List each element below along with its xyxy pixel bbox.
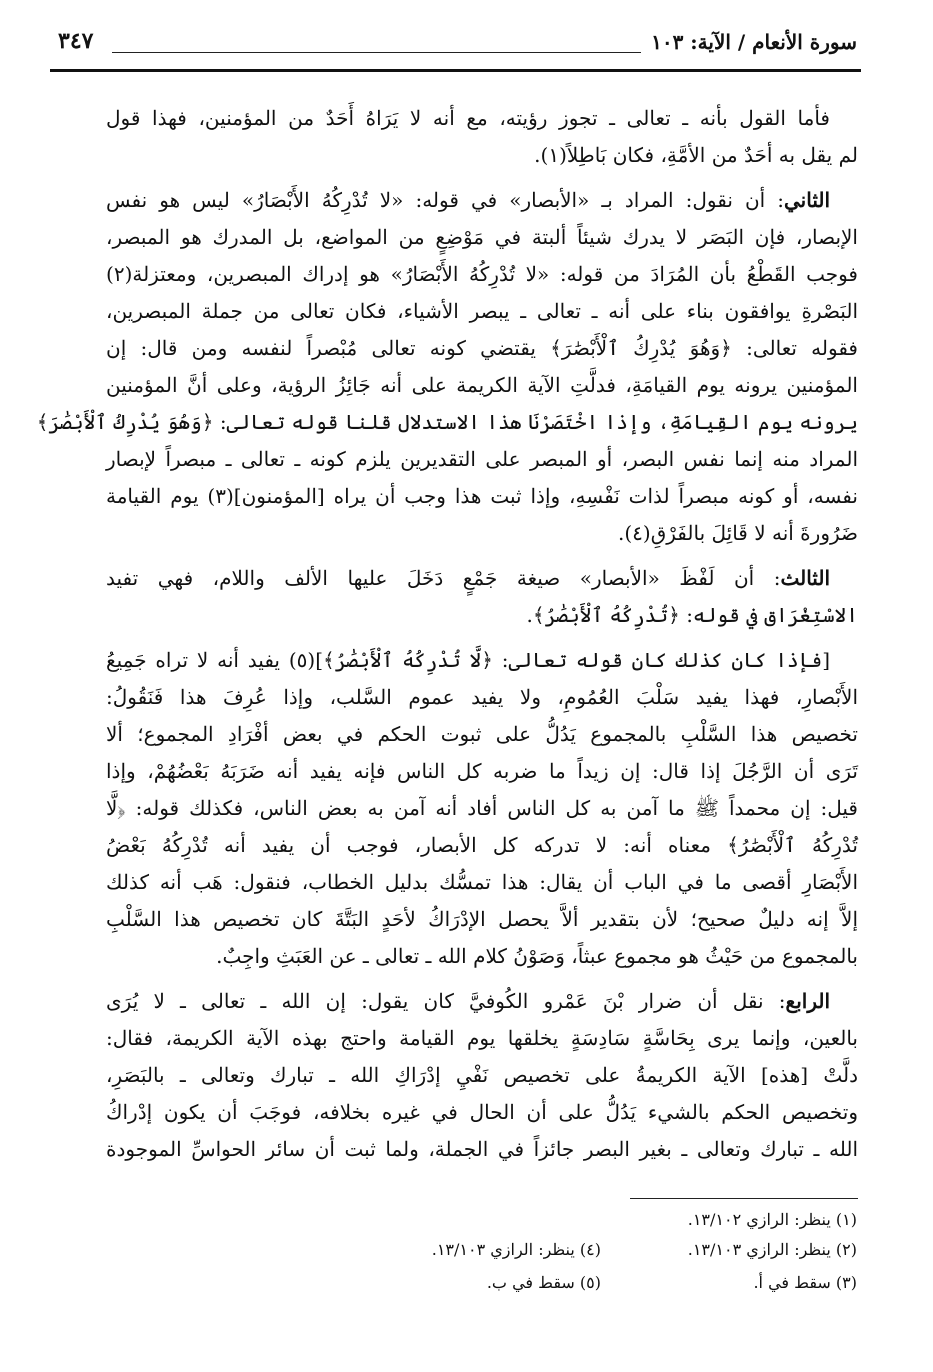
text-line xyxy=(106,938,858,975)
text-line xyxy=(106,219,858,256)
line-text: الاسْتِغْرَاق في قوله: ﴿تُدْرِكُهُ ٱلْأَبْصَٰرُ﴾. xyxy=(526,603,858,627)
paragraph xyxy=(36,182,858,552)
main-text xyxy=(36,100,858,1176)
text-line xyxy=(106,1020,858,1057)
footnote-2: (٢) ينظر: الرازي ١٣/١٠٣. xyxy=(687,1240,857,1259)
line-text: يرونه يوم القِيامَةِ، وإذا اخْتَصَرْنَا هذا الاستدلال قلنا قوله تعالى: ﴿وَهُوَ يُدْرِكُ ٱلْأَبْصَٰرَ﴾ xyxy=(36,410,858,434)
line-text: وتخصيص الحكم بالشيء يَدُلُّ على أن الحال في غيره بخلافه، فوجَبَ أن يكون إدْراكُ xyxy=(106,1100,858,1124)
paragraph xyxy=(106,560,858,634)
text-line xyxy=(106,560,858,597)
text-line xyxy=(106,983,858,1020)
line-text: المراد منه إنما نفس البصر، أو المبصر على التقديرين يلزم كونه ـ تعالى ـ مبصراً لإبصار xyxy=(106,447,858,471)
line-text: الأَبْصَارِ أقصى ما في الباب أن يقال: هذا تمسُّك بدليل الخطاب، فنقول: هَب أنه كذلك xyxy=(106,870,858,894)
line-text: الإبصار، فإن البَصَر لا يدرك شيئاً ألبتة في مَوْضِعٍ من المواضع، بل المدرك هو المبصر، xyxy=(106,225,858,249)
text-line xyxy=(106,901,858,938)
footnote-1: (١) ينظر: الرازي ١٣/١٠٢. xyxy=(687,1210,857,1229)
text-line xyxy=(106,642,858,679)
text-line xyxy=(106,293,858,330)
line-text: بالمجموع من حَيْثُ هو مجموع عبثاً، وَصَوْنُ كلام الله ـ تعالى ـ عن العَبَثِ واجِبٌ. xyxy=(216,944,858,968)
text-line xyxy=(106,597,858,634)
text-line xyxy=(106,1131,858,1168)
line-text: إلاَّ إنه دليلٌ صحيح؛ لأن بتقدير ألاَّ يحصل الإدْرَاكُ لأحَدٍ البَتَّةَ كان تخصيص هذا السَّلْبِ xyxy=(106,907,858,931)
text-line xyxy=(106,441,858,478)
line-text: : نقل أن ضرار بْنَ عَمْرو الكُوفيَّ كان يقول: إن الله ـ تعالى ـ لا يُرَى xyxy=(106,989,786,1013)
line-text: : أن نقول: المراد بـ «الأبصار» في قوله: «لا تُدْرِكُهُ الأَبْصَارُ» ليس هو نفس xyxy=(106,188,784,212)
line-text: فأما القول بأنه ـ تعالى ـ تجوز رؤيته، مع أنه لا يَرَاهُ أَحَدٌ من المؤمنين، فهذا قول xyxy=(106,106,830,130)
section-lead: الثاني xyxy=(784,188,831,212)
line-text: تخصيص هذا السَّلْبِ بالمجموع يَدُلُّ على ثبوت الحكم في بعض أفْرَادِ المجموع؛ ألا xyxy=(106,722,858,746)
text-line xyxy=(106,864,858,901)
text-line xyxy=(106,478,858,515)
line-text: ضَرُورةَ أنه لا قَائِلَ بالفَرْقِ(٤). xyxy=(617,521,858,545)
footnote-5: (٥) سقط في ب. xyxy=(486,1273,601,1292)
line-text: البَصْرةِ يوافقون بناء على أنه ـ تعالى ـ يبصر الأشياء، فكان تعالى من جملة المبصرين، xyxy=(106,299,858,323)
line-text: [فإذا كان كذلك كان قوله تعالى: ﴿لَّا تُدْرِكُهُ ٱلْأَبْصَٰرُ﴾](٥) يفيد أنه لا تراه جَمِيعُ xyxy=(106,648,830,672)
text-line xyxy=(106,827,858,864)
text-line xyxy=(106,790,858,827)
line-text: : أن لَفْظَ «الأبصار» صيغة جَمْعٍ دَخَلَ عليها الألف واللام، فهي تفيد xyxy=(106,566,781,590)
text-line xyxy=(106,367,858,404)
text-line xyxy=(106,256,858,293)
line-text: دلَّتْ [هذه] الآية الكريمةُ على تخصيص نَفْيِ إدْرَاكِ الله ـ تبارك وتعالى ـ بالبَصَرِ، xyxy=(106,1063,858,1087)
line-text: المؤمنين يرونه يوم القيامَةِ، فدلَّتِ الآية الكريمة على أنه جَائِزُ الرؤية، وعلى أنَّ المؤمنين xyxy=(106,373,858,397)
footnote-4: (٤) ينظر: الرازي ١٣/١٠٣. xyxy=(431,1240,601,1259)
text-line xyxy=(106,1094,858,1131)
line-text: الأَبْصارِ، فهذا يفيد سَلْبَ العُمُومِ، ولا يفيد عموم السَّلب، وإذا عُرِفَ هذا فَنَقُولُ: xyxy=(106,685,858,709)
text-line xyxy=(106,753,858,790)
text-line xyxy=(106,679,858,716)
running-title: سورة الأنعام / الآية: ١٠٣ xyxy=(651,30,857,54)
line-text: لم يقل به أحَدٌ من الأمَّةِ، فكان بَاطِلاً(١). xyxy=(534,143,858,167)
line-text: بالعين، وإنما يرى بِحَاسَّةٍ سَادِسَةٍ يخلقها يوم القيامة واحتج بهذه الآية الكريمة، فقال: xyxy=(106,1026,858,1050)
paragraph xyxy=(106,983,858,1168)
text-line xyxy=(106,137,858,174)
line-text: قيل: إن محمداً ﷺ ما آمن به كل الناس أفاد أنه آمن به بعض الناس، فكذلك قوله: ﴿لَّا xyxy=(106,796,858,820)
header-dash-line xyxy=(112,52,641,53)
text-line xyxy=(106,1057,858,1094)
line-text: تَرَى أن الرَّجُلَ إذا قال: إن زيداً ما ضربه كل الناس فإنه يفيد أنه ضَرَبَهُ بَعْضُهُمْ، وإذا xyxy=(106,759,858,783)
section-lead: الرابع xyxy=(785,989,830,1013)
line-text: فوجب القَطْعُ بأن المُرَادَ من قوله: «لا تُدْرِكُهُ الأَبْصَارُ» هو إدراك المبصرين، ومعتزلة(٢) xyxy=(106,262,858,286)
text-line xyxy=(36,404,858,441)
text-line xyxy=(106,515,858,552)
paragraph xyxy=(106,642,858,975)
text-line xyxy=(106,330,858,367)
section-lead: الثالث xyxy=(780,566,830,590)
text-line xyxy=(106,182,858,219)
footnote-rule xyxy=(630,1198,858,1199)
line-text: تُدْرِكُهُ ٱلْأَبْصَٰرُ﴾ معناه أنه: لا تدركه كل الأبصار، فوجب أن يفيد أنه تُدْرِكُهُ بَعْضُ xyxy=(106,833,858,857)
text-line xyxy=(106,100,858,137)
header-rule xyxy=(50,69,861,72)
line-text: نفسه، أو كونه مبصراً لذات نَفْسِهِ، وإذا ثبت هذا وجب أن يراه [المؤمنون](٣) يوم القيامة xyxy=(106,484,858,508)
text-line xyxy=(106,716,858,753)
line-text: الله ـ تبارك وتعالى ـ بغير البصر جائزاً في الجملة، ولما ثبت أن سائر الحواسِّ الموجودة xyxy=(106,1137,858,1161)
line-text: فقوله تعالى: ﴿وَهُوَ يُدْرِكُ ٱلْأَبْصَٰرَ﴾ يقتضي كونه تعالى مُبْصراً لنفسه ومن قال: إن xyxy=(106,336,858,360)
footnote-3: (٣) سقط في أ. xyxy=(753,1273,857,1292)
page-number: ٣٤٧ xyxy=(58,28,94,54)
paragraph xyxy=(106,100,858,174)
